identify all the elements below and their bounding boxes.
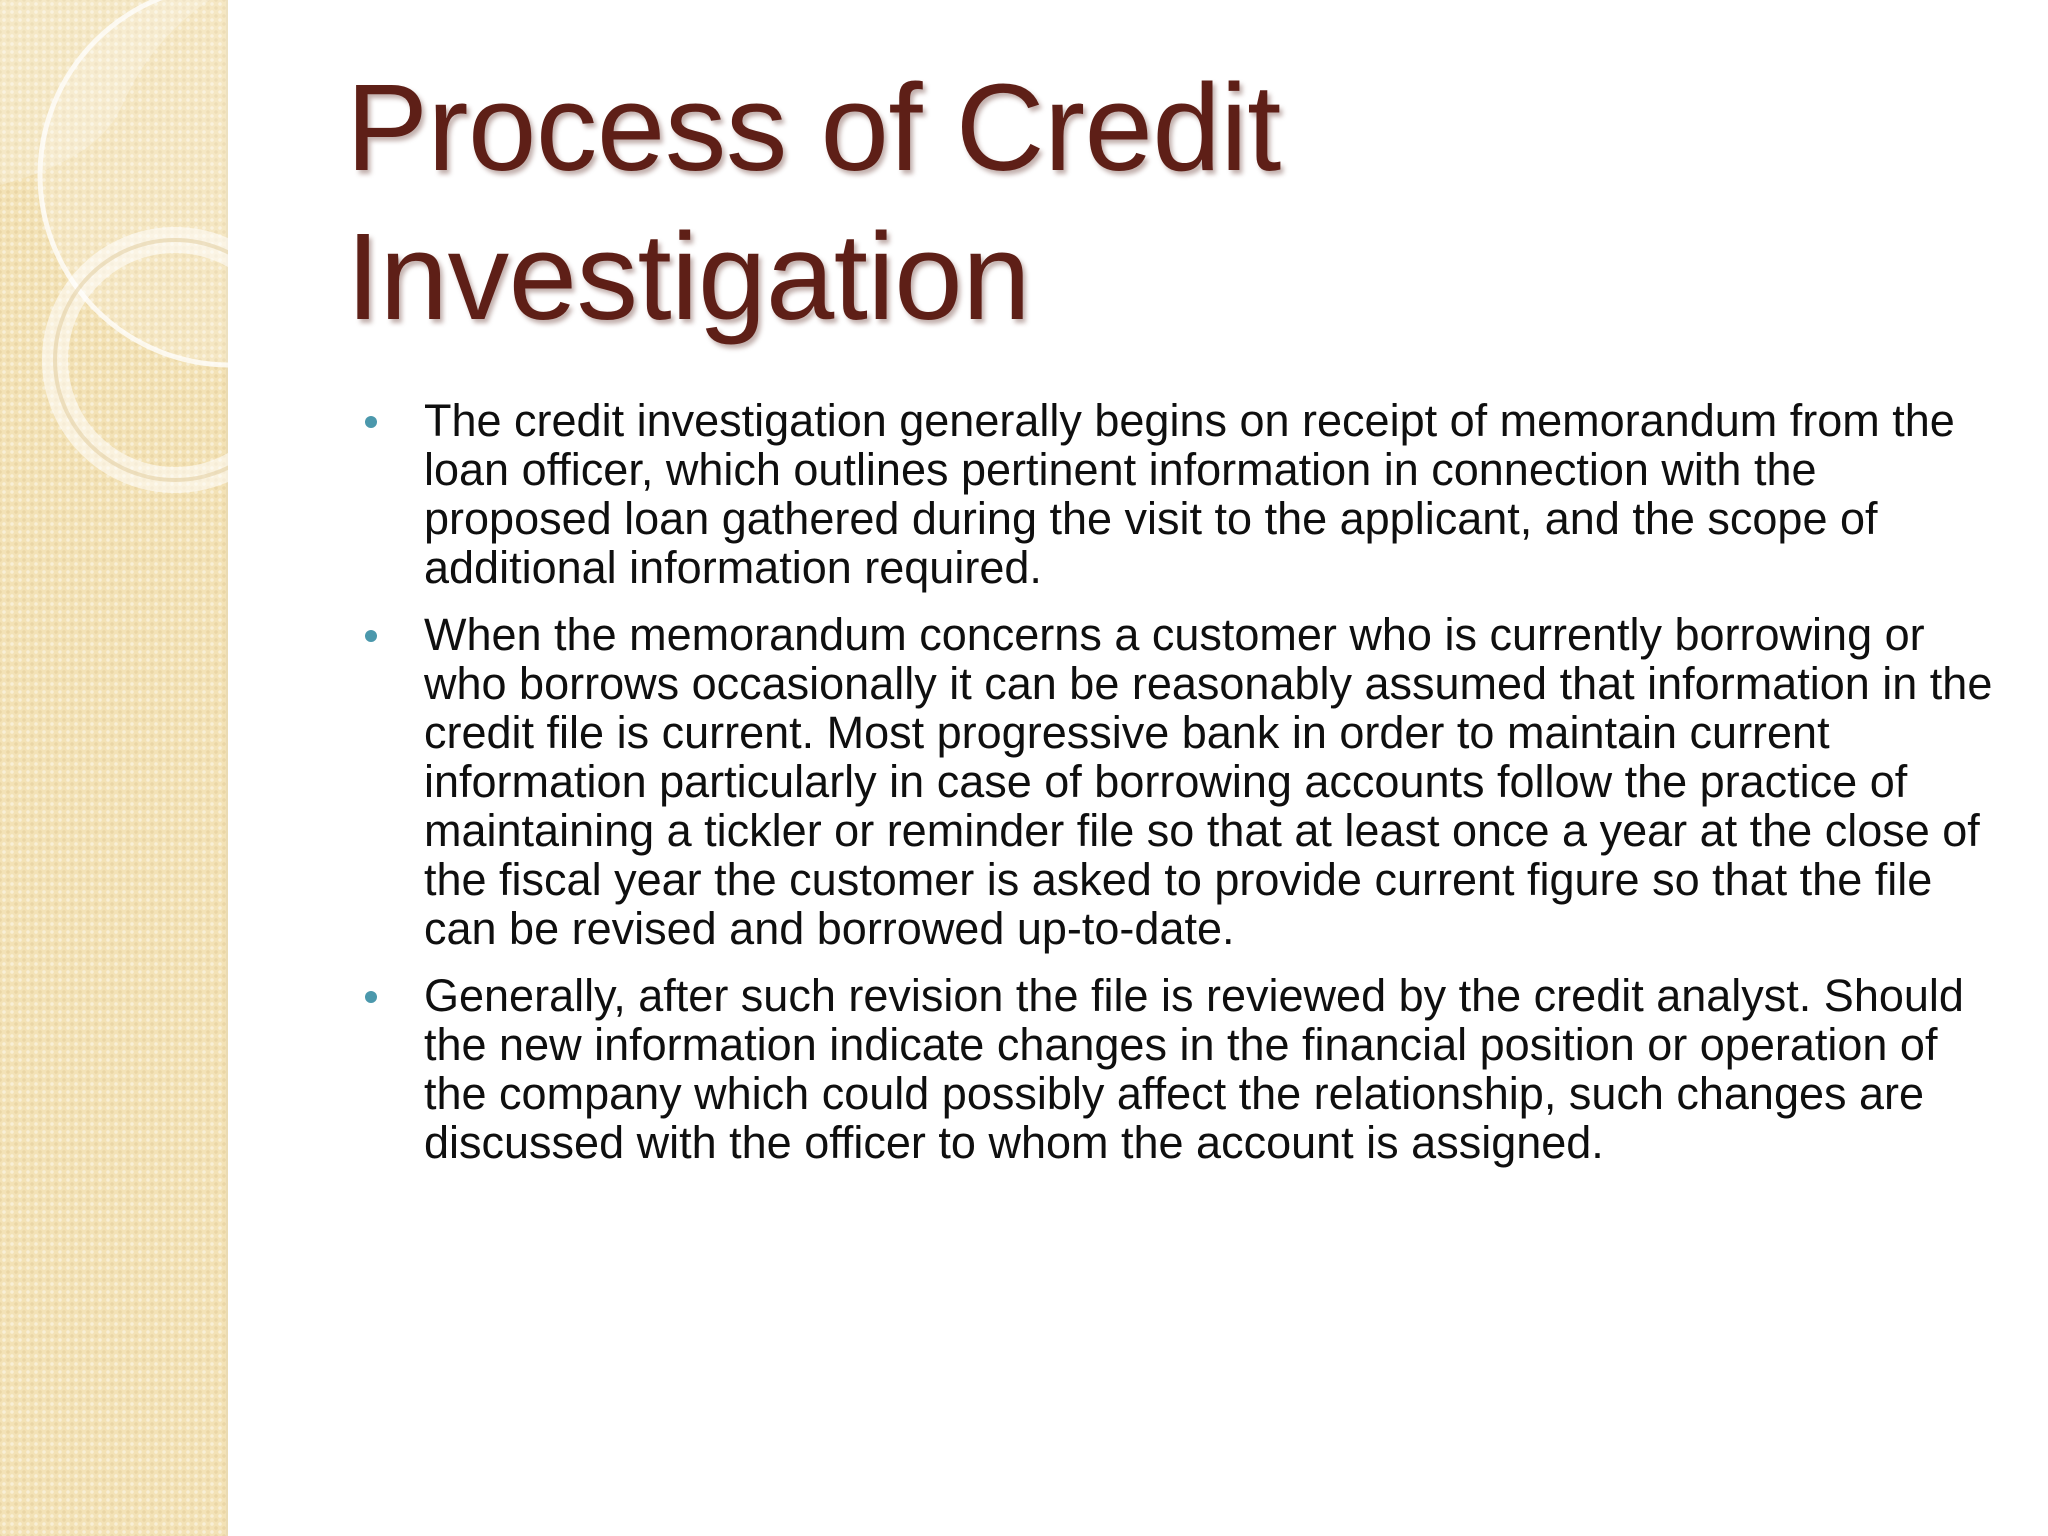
slide-title: Process of Credit Investigation: [346, 60, 1281, 346]
bullet-text: When the memorandum concerns a customer who is currently borrowing or who borrows occasionally it can be reasonably assumed that information in the credit file is current. Most progressive bank in order to maintain current information particularly in case of borrowing accounts follow the practice of maintaining a tickler or reminder file so that at least once a year at the close of the fiscal year the customer is asked to provide current figure so that the file can be revised and borrowed up-to-date.: [424, 609, 1993, 954]
bullet-item: [346, 610, 2006, 953]
bullet-item: [346, 396, 2006, 592]
bullet-text: The credit investigation generally begins on receipt of memorandum from the loan officer, which outlines pertinent information in connection with the proposed loan gathered during the visit to the applicant, and the scope of additional information required.: [424, 395, 1955, 593]
bullet-list: [346, 396, 2006, 1185]
bullet-dot-icon: [365, 630, 377, 642]
decorative-side-panel: [0, 0, 228, 1536]
bullet-dot-icon: [365, 991, 377, 1003]
bullet-item: [346, 971, 2006, 1167]
decorative-rings-graphic: [0, 0, 228, 520]
bullet-text: Generally, after such revision the file is reviewed by the credit analyst. Should the new information indicate changes in the financial position or operation of the company which could possibly affect the relationship, such changes are discussed with the officer to whom the account is assigned.: [424, 970, 1964, 1168]
bullet-dot-icon: [365, 416, 377, 428]
